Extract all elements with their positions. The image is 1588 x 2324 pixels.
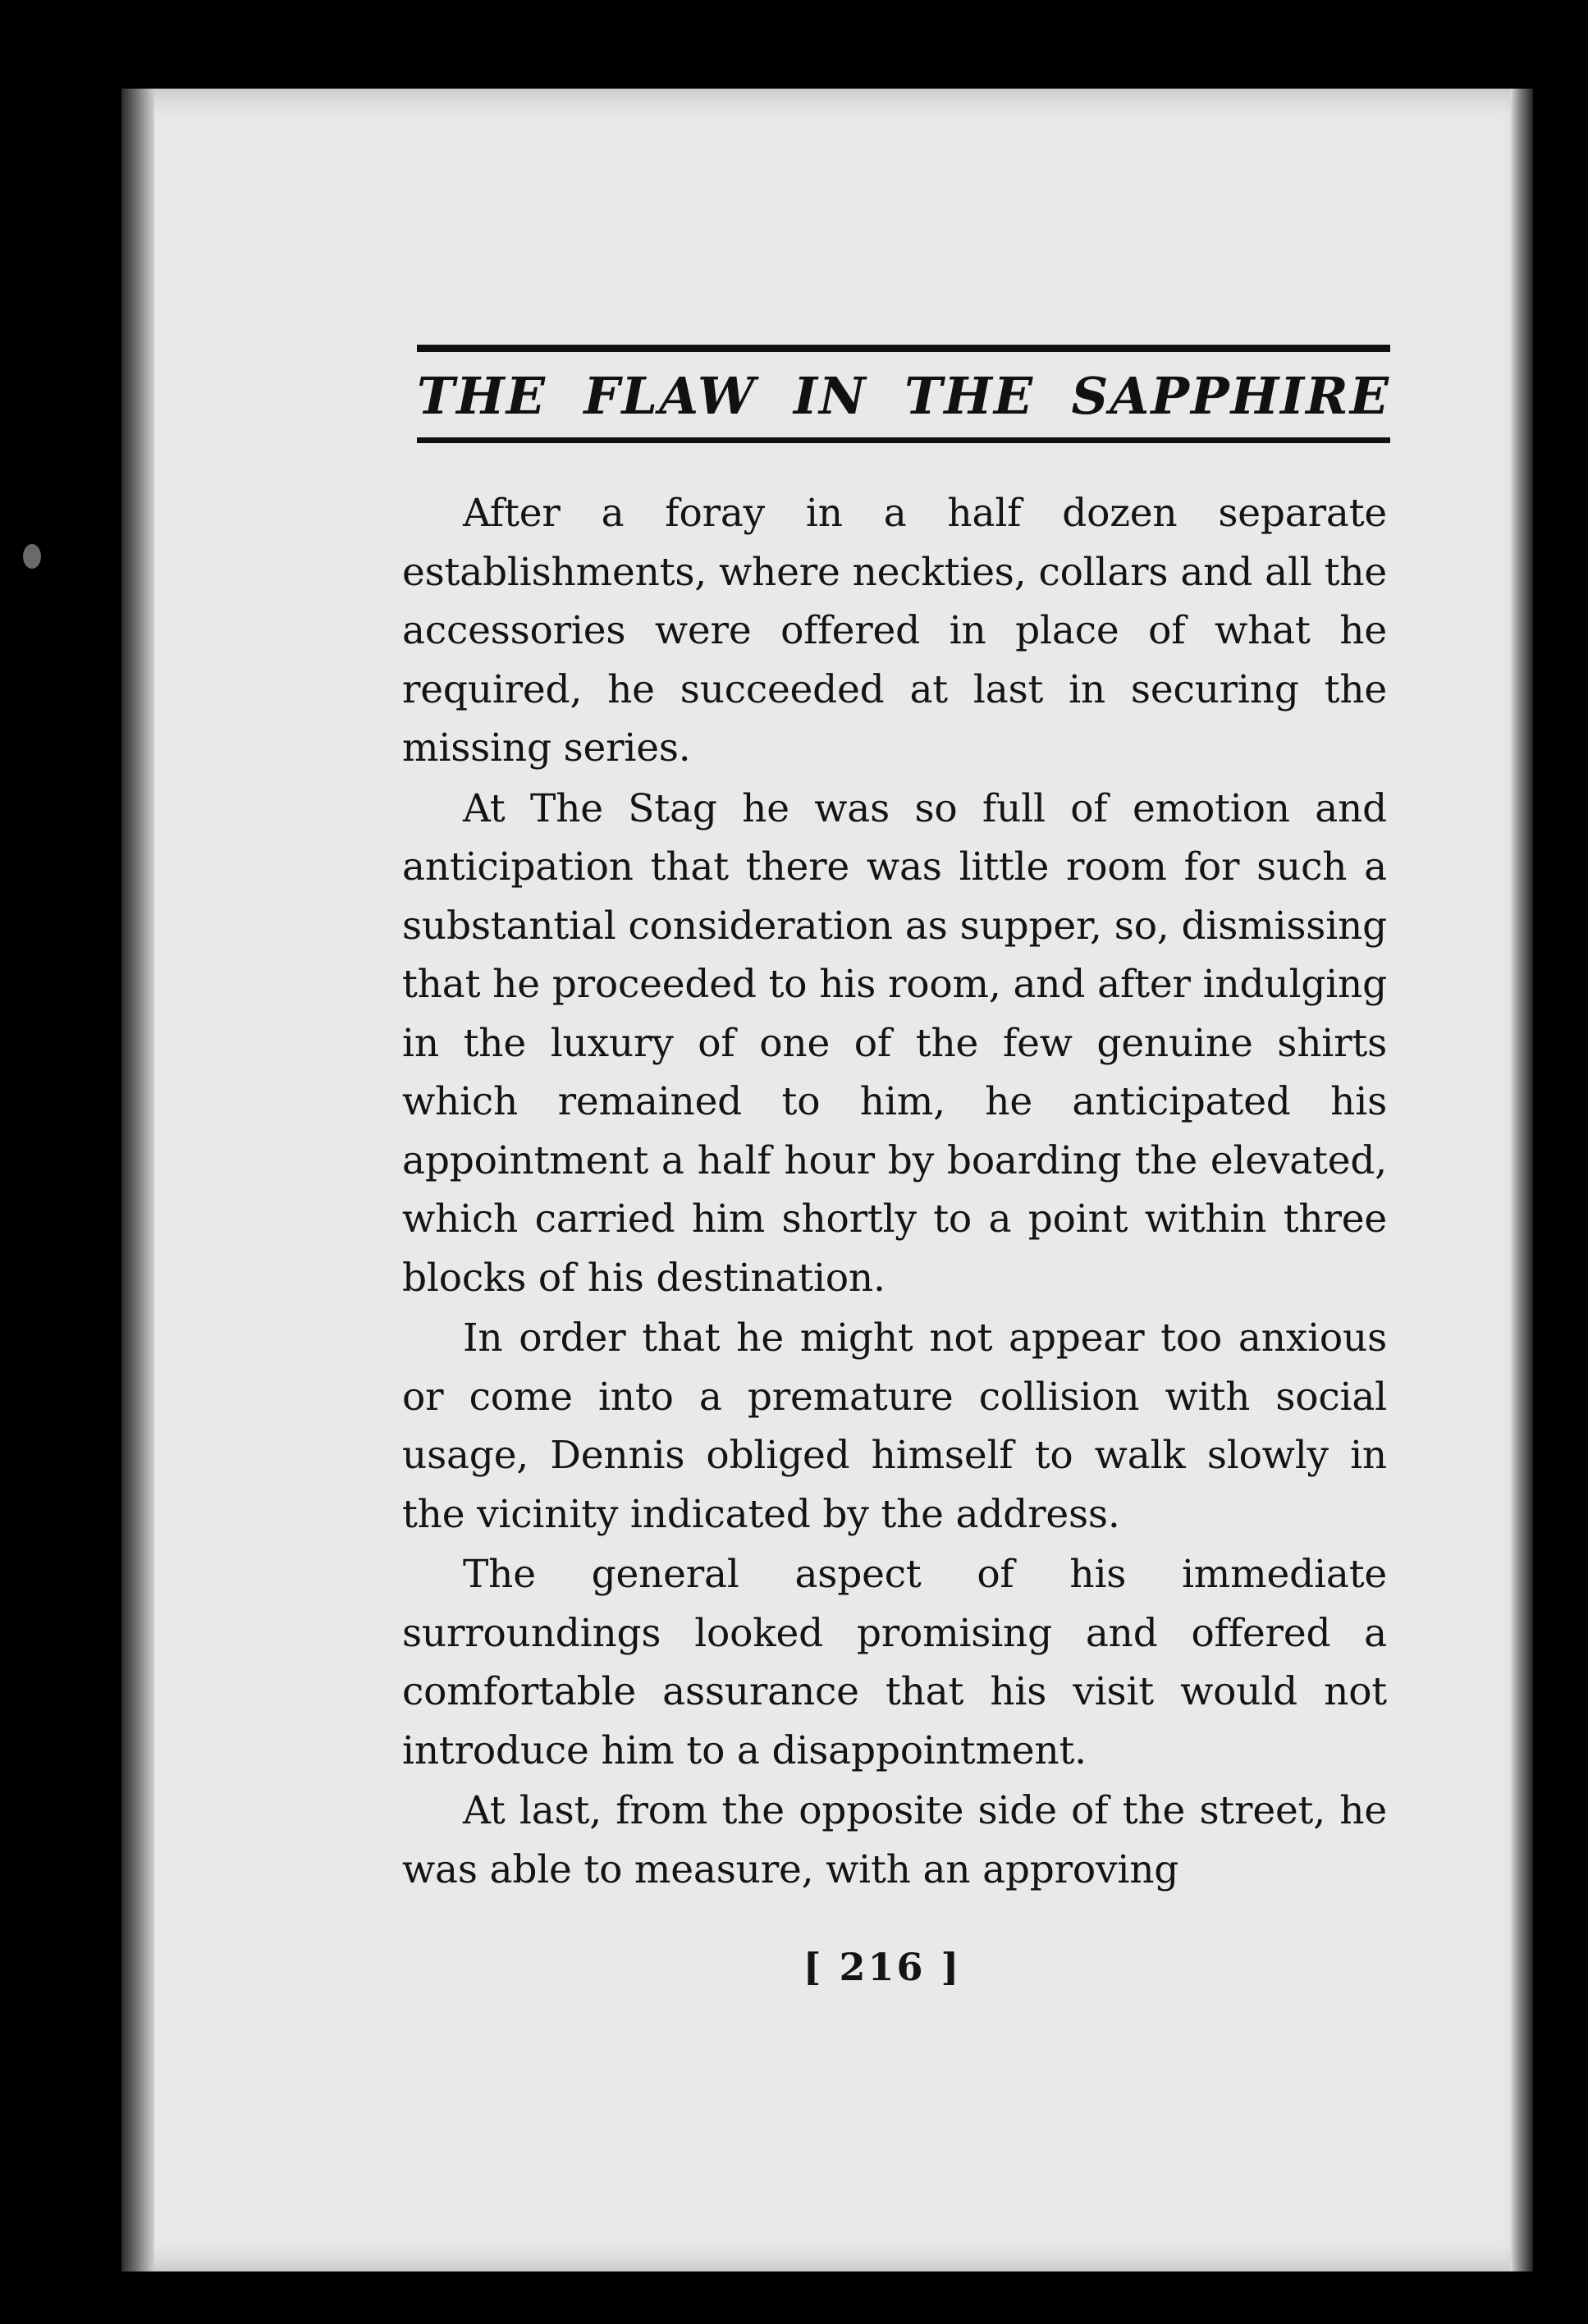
running-head-word: FLAW [583,365,757,426]
running-head-word: THE [904,365,1035,426]
running-head-word: SAPPHIRE [1071,365,1390,426]
body-text [402,484,1387,1901]
paragraph-3: In order that he might not appear too anxious or come into a premature collision with social usage, Dennis obliged himself to walk slowly in the vicinity indicated by the address. [402,1315,1387,1537]
running-head-word: THE [417,365,547,426]
running-head-word: IN [794,365,867,426]
header-rule-top [417,345,1390,352]
running-head [417,358,1390,433]
page-number: [ 216 ] [803,1945,962,1989]
paragraph-4: The general aspect of his immediate surroundings looked promising and offered a comfortable assurance that his visit would not introduce him to a disappointment. [402,1552,1387,1773]
paragraph-5: At last, from the opposite side of the street, he was able to measure, with an approving [402,1788,1387,1892]
header-rule-bottom [417,437,1390,443]
speck-mark [23,544,41,569]
paragraph-2: At The Stag he was so full of emotion and anticipation that there was little room for such a substantial consideration as supper, so, dismissing that he proceeded to his room, and after indulging in the luxury of one of the few genuine shirts which remained to him, he anticipated his appointment a half hour by boarding the elevated, which carried him shortly to a point within three blocks of his destination. [402,785,1387,1301]
paragraph-1: After a foray in a half dozen separate establishments, where neckties, collars and all the accessories were offered in place of what he required, he succeeded at last in securing the missing series. [402,491,1387,771]
